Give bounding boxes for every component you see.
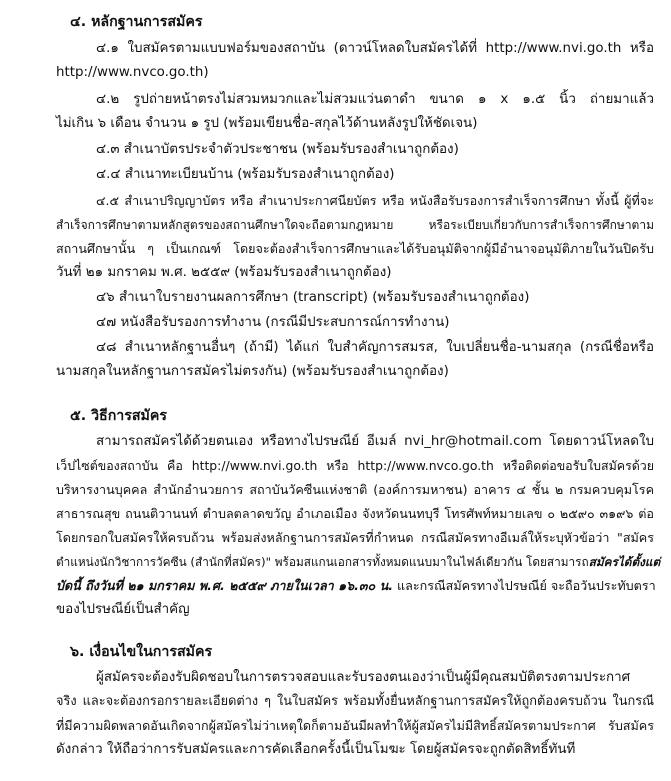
s4-item1-line2: http://www.nvco.go.th) bbox=[56, 65, 209, 80]
s5-line7-emphasis: บัดนี้ ถึงวันที่ ๒๑ มกราคม พ.ศ. ๒๕๕๙ ภายในเวลา ๑๖.๓๐ น. bbox=[56, 578, 393, 593]
s4-item1-line1: ๔.๑ ใบสมัครตามแบบฟอร์มของสถาบัน (ดาวน์โหลดใบสมัครได้ที่ http://www.nvi.go.th หรือ bbox=[96, 41, 654, 56]
s5-line6-emphasis: สมัครได้ตั้งแต่ bbox=[588, 555, 661, 569]
s5-line2: เว็ปไซต์ของสถาบัน คือ http://www.nvi.go.th หรือ http://www.nvco.go.th หรือติดต่อขอรับใบสมัครด้วย bbox=[56, 458, 654, 473]
s4-item5-line3: สถานศึกษานั้น ๆ เป็นเกณฑ์ โดยจะต้องสำเร็จการศึกษาและได้รับอนุมัติจากผู้มีอำนาจอนุมัติภายในวันปิดรับ bbox=[56, 241, 654, 256]
section6-heading: ๖. เงื่อนไขในการสมัคร bbox=[70, 644, 213, 660]
s5-line3: บริหารงานบุคคล สำนักอำนวยการ สถาบันวัคซีนแห่งชาติ (องค์การมหาชน) อาคาร ๔ ชั้น ๒ กรมควบคุมโรค bbox=[56, 482, 654, 497]
s4-item7: ๔๗ หนังสือรับรองการทำงาน (กรณีมีประสบการณ์การทำงาน) bbox=[96, 315, 450, 330]
s4-item5-line1: ๔.๕ สำเนาปริญญาบัตร หรือ สำเนาประกาศนียบัตร หรือ หนังสือรับรองการสำเร็จการศึกษา ทั้งนี้ ผู้ที่จะ bbox=[96, 193, 654, 208]
s5-line6-text: ตำแหน่งนักวิชาการวัคซีน (สำนักที่สมัคร)" พร้อมสแกนเอกสารทั้งหมดแนบมาในไฟล์เดียวกัน โดยสามารถ bbox=[56, 555, 589, 569]
s5-line5: โดยกรอกใบสมัครให้ครบถ้วน พร้อมส่งหลักฐานการสมัครที่กำหนด กรณีสมัครทางอีเมล์ให้ระบุหัวข้อว่า "สมัคร bbox=[56, 530, 654, 545]
s6-line2: จริง และจะต้องกรอกรายละเอียดต่าง ๆ ในใบสมัคร พร้อมทั้งยื่นหลักฐานการสมัครให้ถูกต้องครบถ้วน ในกรณี bbox=[56, 694, 654, 709]
s4-item5-line2: สำเร็จการศึกษาตามหลักสูตรของสถานศึกษาใดจะถือตามกฎหมาย หรือระเบียบเกี่ยวกับการสำเร็จการศึกษาตาม bbox=[56, 218, 654, 232]
s6-line3: ที่มีความผิดพลาดอันเกิดจากผู้สมัครไม่ว่าเหตุใดก็ตามอันมีผลทำให้ผู้สมัครไม่มีสิทธิ์สมัครตามประกาศ รับสมัคร bbox=[56, 718, 654, 733]
s4-item2-line2: ไม่เกิน ๖ เดือน จำนวน ๑ รูป (พร้อมเขียนชื่อ-สกุลไว้ด้านหลังรูปให้ชัดเจน) bbox=[56, 116, 478, 131]
s4-item6: ๔๖ สำเนาใบรายงานผลการศึกษา (transcript) (พร้อมรับรองสำเนาถูกต้อง) bbox=[96, 290, 530, 305]
section5-heading: ๕. วิธีการสมัคร bbox=[70, 408, 167, 424]
s4-item8-line2: นามสกุลในหลักฐานการสมัครไม่ตรงกัน) (พร้อมรับรองสำเนาถูกต้อง) bbox=[56, 364, 449, 379]
s5-line4: สาธารณสุข ถนนติวานนท์ ตำบลตลาดขวัญ อำเภอเมือง จังหวัดนนทบุรี โทรศัพท์หมายเลข ๐ ๒๕๙๐ ๓๑๙๖ ต่อ bbox=[56, 506, 654, 521]
s4-item3: ๔.๓ สำเนาบัตรประจำตัวประชาชน (พร้อมรับรองสำเนาถูกต้อง) bbox=[96, 142, 459, 157]
s6-line4: ดังกล่าว ให้ถือว่าการรับสมัครและการคัดเลือกครั้งนี้เป็นโมฆะ โดยผู้สมัครจะถูกตัดสิทธิ์ทันที bbox=[56, 742, 576, 757]
s4-item5-line4: วันที่ ๒๑ มกราคม พ.ศ. ๒๕๕๙ (พร้อมรับรองสำเนาถูกต้อง) bbox=[56, 265, 392, 280]
s5-line1: สามารถสมัครได้ด้วยตนเอง หรือทางไปรษณีย์ อีเมล์ nvi_hr@hotmail.com โดยดาวน์โหลดใบ bbox=[96, 434, 654, 449]
s5-line7-text: และกรณีสมัครทางไปรษณีย์ จะถือวันประทับตรา bbox=[393, 578, 656, 593]
section4-heading: ๔. หลักฐานการสมัคร bbox=[70, 14, 203, 30]
s6-line1: ผู้สมัครจะต้องรับผิดชอบในการตรวจสอบและรับรองตนเองว่าเป็นผู้มีคุณสมบัติตรงตามประกาศ bbox=[96, 670, 631, 685]
s4-item2-line1: ๔.๒ รูปถ่ายหน้าตรงไม่สวมหมวกและไม่สวมแว่นตาดำ ขนาด ๑ x ๑.๕ นิ้ว ถ่ายมาแล้ว bbox=[96, 92, 654, 107]
s5-line6 bbox=[56, 551, 660, 573]
s4-item4: ๔.๔ สำเนาทะเบียนบ้าน (พร้อมรับรองสำเนาถูกต้อง) bbox=[96, 167, 395, 182]
s5-line8: ของไปรษณีย์เป็นสำคัญ bbox=[56, 602, 190, 617]
s4-item8-line1: ๔๘ สำเนาหลักฐานอื่นๆ (ถ้ามี) ได้แก่ ใบสำคัญการสมรส, ใบเปลี่ยนชื่อ-นามสกุล (กรณีชื่อหรือ bbox=[96, 340, 654, 355]
s5-line7 bbox=[56, 575, 656, 597]
